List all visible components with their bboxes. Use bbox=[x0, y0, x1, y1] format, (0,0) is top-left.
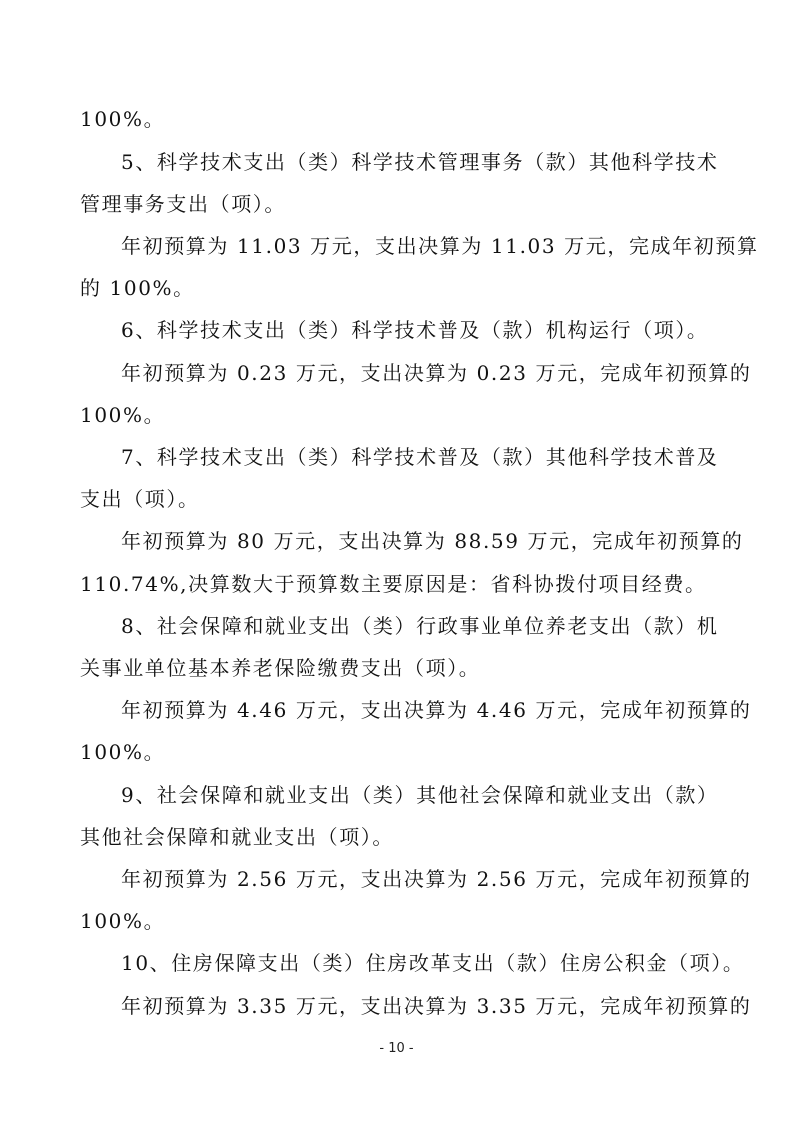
text-line: 5、科学技术支出（类）科学技术管理事务（款）其他科学技术 bbox=[121, 150, 719, 174]
text-line: 9、社会保障和就业支出（类）其他社会保障和就业支出（款） bbox=[121, 783, 719, 807]
text-line: 管理事务支出（项）。 bbox=[80, 192, 286, 216]
text-line: 关事业单位基本养老保险缴费支出（项）。 bbox=[80, 656, 481, 680]
text-line: 年初预算为 80 万元，支出决算为 88.59 万元，完成年初预算的 bbox=[121, 529, 744, 553]
text-line: 年初预算为 3.35 万元，支出决算为 3.35 万元，完成年初预算的 bbox=[121, 994, 752, 1018]
text-line: 100%。 bbox=[80, 403, 166, 427]
text-line: 年初预算为 4.46 万元，支出决算为 4.46 万元，完成年初预算的 bbox=[121, 698, 752, 722]
text-line: 10、住房保障支出（类）住房改革支出（款）住房公积金（项）。 bbox=[121, 951, 745, 975]
text-line: 100%。 bbox=[80, 740, 166, 764]
text-line: 100%。 bbox=[80, 909, 166, 933]
text-line: 年初预算为 0.23 万元，支出决算为 0.23 万元，完成年初预算的 bbox=[121, 361, 752, 385]
text-line: 其他社会保障和就业支出（项）。 bbox=[80, 825, 394, 849]
text-line: 110.74%,决算数大于预算数主要原因是：省科协拨付项目经费。 bbox=[80, 572, 707, 596]
text-line: 8、社会保障和就业支出（类）行政事业单位养老支出（款）机 bbox=[121, 614, 719, 638]
text-line: 7、科学技术支出（类）科学技术普及（款）其他科学技术普及 bbox=[121, 445, 719, 469]
text-line: 支出（项）。 bbox=[80, 487, 200, 511]
text-line: 的 100%。 bbox=[80, 276, 195, 300]
text-line: 年初预算为 2.56 万元，支出决算为 2.56 万元，完成年初预算的 bbox=[121, 867, 752, 891]
text-line: 100%。 bbox=[80, 107, 166, 131]
text-line: 年初预算为 11.03 万元，支出决算为 11.03 万元，完成年初预算 bbox=[121, 234, 759, 258]
text-line: 6、科学技术支出（类）科学技术普及（款）机构运行（项）。 bbox=[121, 318, 709, 342]
page-number: - 10 - bbox=[379, 1041, 414, 1056]
